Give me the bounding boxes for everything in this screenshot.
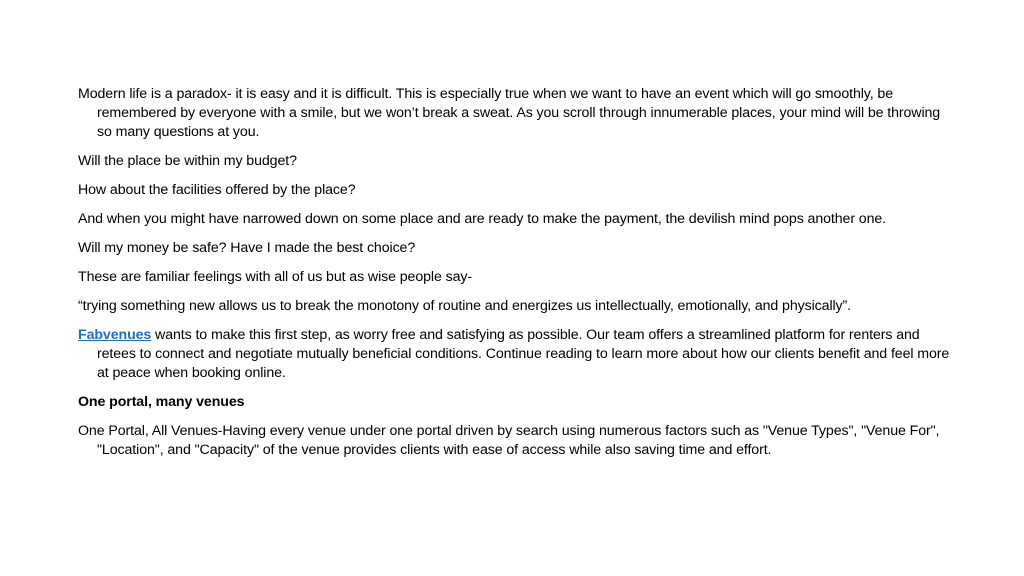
fabvenues-paragraph bbox=[78, 326, 950, 383]
budget-question: Will the place be within my budget? bbox=[78, 153, 297, 169]
payment-paragraph: And when you might have narrowed down on some place and are ready to make the payment, the devilish mind pops another one. bbox=[78, 211, 887, 227]
safety-question: Will my money be safe? Have I made the best choice? bbox=[78, 240, 416, 256]
section-heading: One portal, many venues bbox=[78, 394, 245, 410]
familiar-feelings-paragraph: These are familiar feelings with all of us but as wise people say- bbox=[78, 269, 472, 285]
fabvenues-link[interactable]: Fabvenues bbox=[78, 327, 152, 343]
intro-paragraph: Modern life is a paradox- it is easy and it is difficult. This is especially true when we want to have an event which will go smoothly, be remembered by everyone with a smile, but we won’t break a sweat. As you scroll through innumerable places, your mind will be throwing so many questions at you. bbox=[78, 86, 941, 140]
facilities-question: How about the facilities offered by the place? bbox=[78, 182, 356, 198]
one-portal-paragraph: One Portal, All Venues-Having every venue under one portal driven by search using numerous factors such as "Venue Types", "Venue For", "Location", and "Capacity" of the venue provides clients with ease of access while also saving time and effort. bbox=[78, 423, 940, 458]
quote-paragraph: “trying something new allows us to break the monotony of routine and energizes us intellectually, emotionally, and physically”. bbox=[78, 298, 852, 314]
fabvenues-paragraph-text: wants to make this first step, as worry free and satisfying as possible. Our team offers a streamlined platform for renters and retees to connect and negotiate mutually beneficial conditions. Continue reading to learn more about how our clients benefit and feel more at peace when booking online. bbox=[97, 327, 950, 381]
slide-body bbox=[78, 85, 950, 470]
